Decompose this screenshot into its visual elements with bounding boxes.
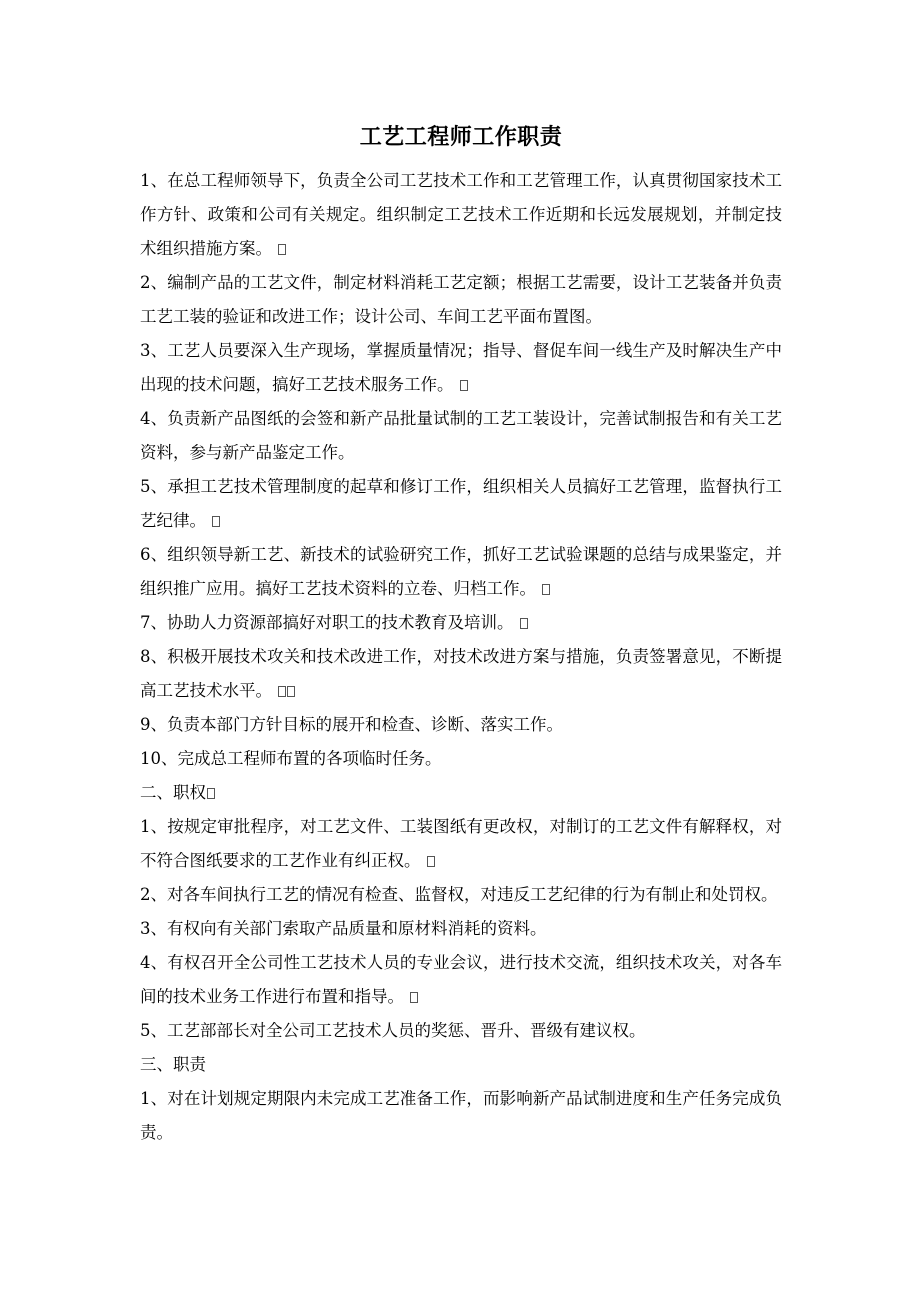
paragraph-text: 6、组织领导新工艺、新技术的试验研究工作，抓好工艺试验课题的总结与成果鉴定，并组织推广应用。搞好工艺技术资料的立卷、归档工作。 (140, 545, 782, 598)
paragraph-text: 1、对在计划规定期限内未完成工艺准备工作，而影响新产品试制进度和生产任务完成负责。 (140, 1089, 782, 1142)
paragraph-text: 1、在总工程师领导下，负责全公司工艺技术工作和工艺管理工作，认真贯彻国家技术工作方针、政策和公司有关规定。组织制定工艺技术工作近期和长远发展规划，并制定技术组织措施方案。 (140, 171, 782, 258)
placeholder-box-icon (278, 686, 286, 697)
placeholder-box-icon (542, 584, 550, 595)
document-title: 工艺工程师工作职责 (359, 124, 563, 150)
placeholder-box-icon (207, 788, 215, 799)
paragraph-text: 9、负责本部门方针目标的展开和检查、诊断、落实工作。 (140, 715, 563, 734)
paragraph-text: 4、有权召开全公司性工艺技术人员的专业会议，进行技术交流，组织技术攻关，对各车间的技术业务工作进行布置和指导。 (140, 953, 782, 1006)
placeholder-box-icon (212, 516, 220, 527)
placeholder-box-icon (520, 618, 528, 629)
placeholder-box-icon (460, 380, 468, 391)
paragraph (140, 470, 782, 538)
paragraph (140, 334, 782, 402)
paragraph-text: 1、按规定审批程序，对工艺文件、工装图纸有更改权，对制订的工艺文件有解释权，对不符合图纸要求的工艺作业有纠正权。 (140, 817, 782, 870)
paragraph-text: 5、承担工艺技术管理制度的起草和修订工作，组织相关人员搞好工艺管理，监督执行工艺纪律。 (140, 477, 782, 530)
paragraph (140, 742, 782, 776)
paragraph (140, 810, 782, 878)
section-heading-text: 二、职权 (140, 783, 206, 802)
paragraph-text: 8、积极开展技术攻关和技术改进工作，对技术改进方案与措施，负责签署意见，不断提高工艺技术水平。 (140, 647, 782, 700)
paragraph-text: 3、有权向有关部门索取产品质量和原材料消耗的资料。 (140, 919, 547, 938)
paragraph-text: 2、编制产品的工艺文件，制定材料消耗工艺定额；根据工艺需要，设计工艺装备并负责工艺工装的验证和改进工作；设计公司、车间工艺平面布置图。 (140, 273, 782, 326)
paragraph (140, 912, 782, 946)
paragraph (140, 1014, 782, 1048)
paragraph-text: 3、工艺人员要深入生产现场，掌握质量情况；指导、督促车间一线生产及时解决生产中出现的技术问题，搞好工艺技术服务工作。 (140, 341, 782, 394)
paragraph-text: 7、协助人力资源部搞好对职工的技术教育及培训。 (140, 613, 514, 632)
paragraph (140, 266, 782, 334)
paragraph-text: 5、工艺部部长对全公司工艺技术人员的奖惩、晋升、晋级有建议权。 (140, 1021, 646, 1040)
paragraph (140, 878, 782, 912)
paragraph-text: 10、完成总工程师布置的各项临时任务。 (140, 749, 442, 768)
paragraph (140, 708, 782, 742)
paragraph (140, 164, 782, 266)
placeholder-box-icon (410, 992, 418, 1003)
section-heading (140, 776, 782, 810)
paragraph-text: 2、对各车间执行工艺的情况有检查、监督权，对违反工艺纪律的行为有制止和处罚权。 (140, 885, 778, 904)
placeholder-box-icon (427, 856, 435, 867)
paragraph (140, 640, 782, 708)
section-heading-text: 三、职责 (140, 1055, 206, 1074)
paragraph (140, 1082, 782, 1150)
placeholder-box-icon (287, 686, 295, 697)
paragraph (140, 402, 782, 470)
paragraph (140, 606, 782, 640)
paragraph (140, 538, 782, 606)
section-heading (140, 1048, 782, 1082)
paragraph-text: 4、负责新产品图纸的会签和新产品批量试制的工艺工装设计，完善试制报告和有关工艺资料，参与新产品鉴定工作。 (140, 409, 782, 462)
paragraph (140, 946, 782, 1014)
placeholder-box-icon (278, 244, 286, 255)
